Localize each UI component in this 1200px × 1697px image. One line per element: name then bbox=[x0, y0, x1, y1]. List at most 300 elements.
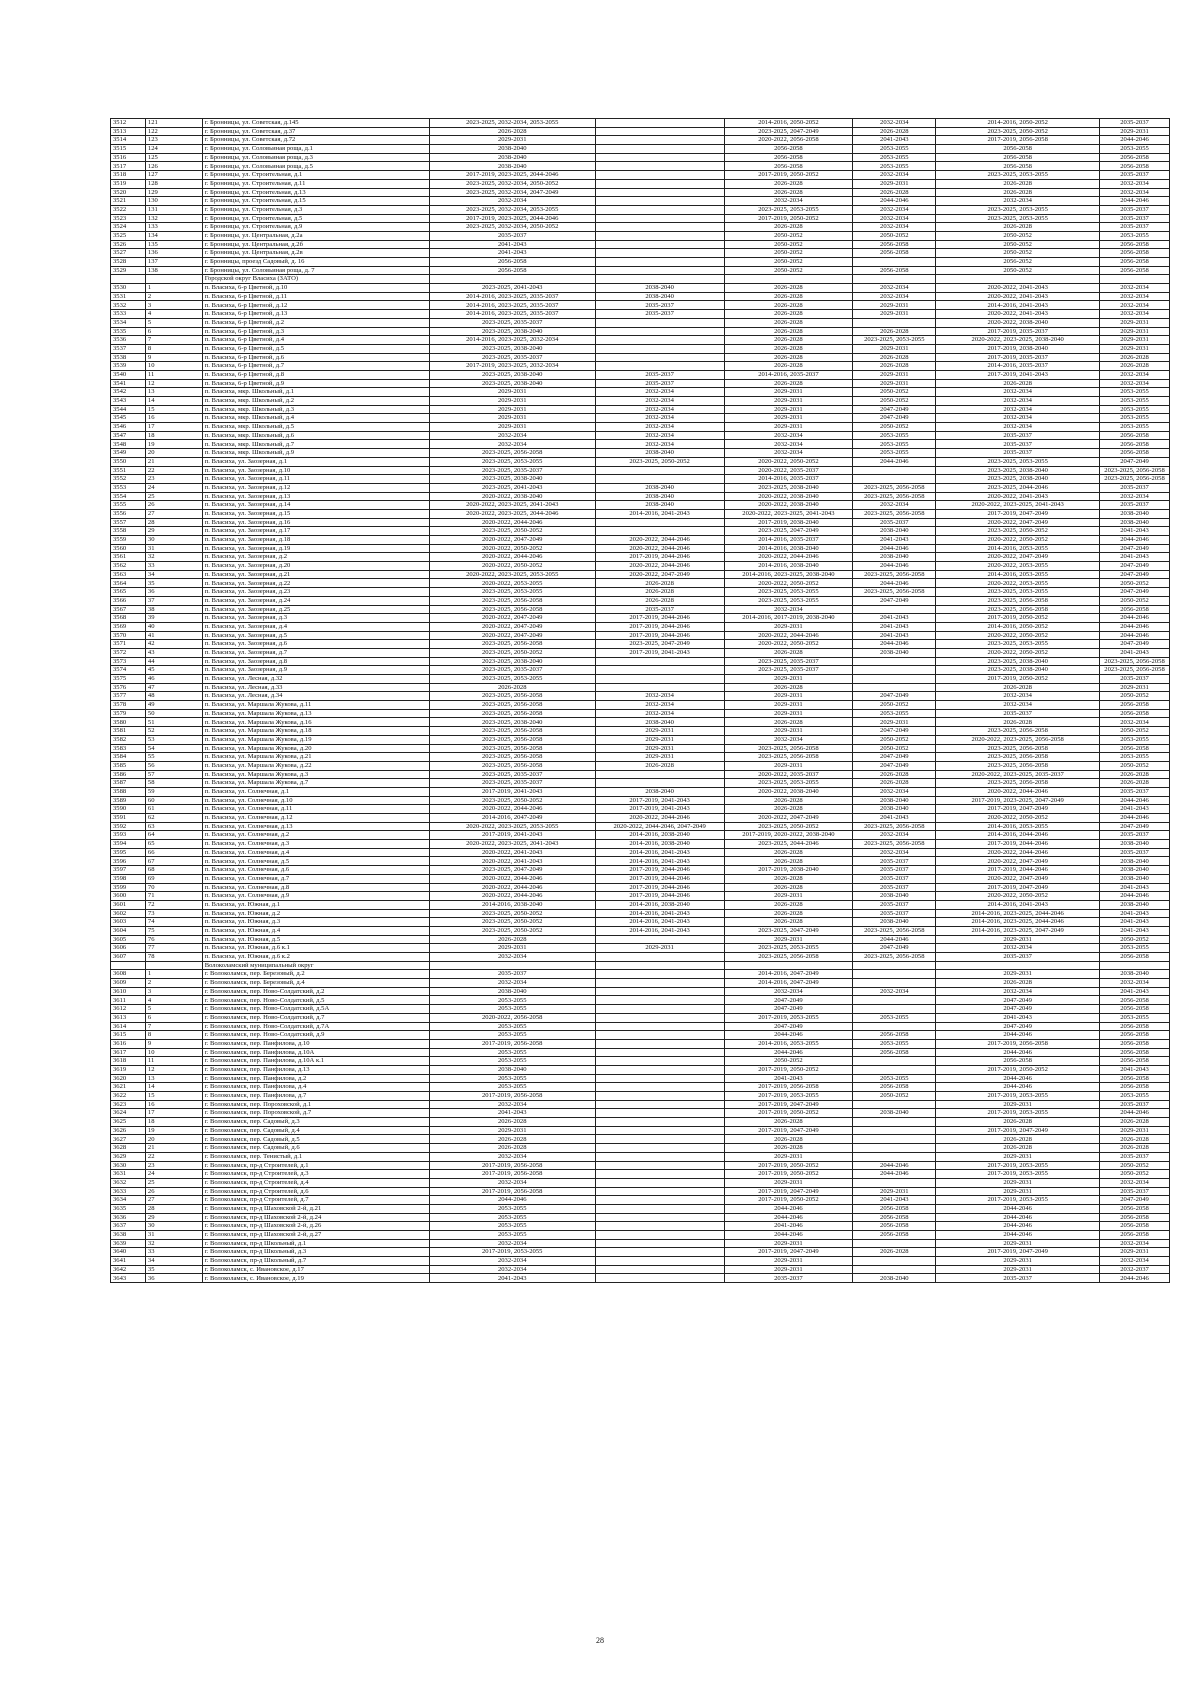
period-a-cell: 2023-2025, 2056-2058 bbox=[429, 596, 595, 605]
period-a-cell: 2053-2055 bbox=[429, 1231, 595, 1240]
period-f-cell: 2032-2034 bbox=[1100, 284, 1170, 293]
table-row bbox=[111, 171, 1170, 180]
period-f-cell: 2035-2037 bbox=[1100, 483, 1170, 492]
period-e-cell: 2023-2025, 2044-2046 bbox=[936, 483, 1100, 492]
period-f-cell: 2041-2043 bbox=[1100, 987, 1170, 996]
period-b-cell bbox=[595, 1013, 724, 1022]
period-f-cell: 2032-2034 bbox=[1100, 188, 1170, 197]
period-b-cell: 2020-2022, 2044-2046 bbox=[595, 562, 724, 571]
period-a-cell: 2014-2016, 2023-2025, 2035-2037 bbox=[429, 301, 595, 310]
period-b-cell bbox=[595, 1057, 724, 1066]
address-cell: г. Волоколамск, пер. Ново-Солдатский, д.5А bbox=[202, 1005, 429, 1014]
table-row bbox=[111, 1074, 1170, 1083]
row-number-cell: 3544 bbox=[111, 405, 146, 414]
address-cell: п. Власиха, ул. Маршала Жукова, д.13 bbox=[202, 709, 429, 718]
local-number-cell: 53 bbox=[145, 735, 202, 744]
period-e-cell: 2017-2019, 2047-2049 bbox=[936, 883, 1100, 892]
row-number-cell: 3602 bbox=[111, 909, 146, 918]
period-d-cell: 2029-2031 bbox=[853, 310, 936, 319]
period-c-cell: 2047-2049 bbox=[724, 996, 853, 1005]
row-number-cell: 3558 bbox=[111, 527, 146, 536]
period-b-cell: 2026-2028 bbox=[595, 596, 724, 605]
local-number-cell: 34 bbox=[145, 1257, 202, 1266]
period-d-cell: 2044-2046 bbox=[853, 640, 936, 649]
period-d-cell: 2035-2037 bbox=[853, 857, 936, 866]
row-number-cell: 3525 bbox=[111, 231, 146, 240]
table-row bbox=[111, 492, 1170, 501]
period-e-cell: 2032-2034 bbox=[936, 197, 1100, 206]
table-row bbox=[111, 223, 1170, 232]
period-d-cell: 2023-2025, 2056-2058 bbox=[853, 509, 936, 518]
period-d-cell: 2047-2049 bbox=[853, 761, 936, 770]
period-f-cell: 2050-2052 bbox=[1100, 761, 1170, 770]
address-cell: г. Волоколамск, пр-д Школьный, д.1 bbox=[202, 1239, 429, 1248]
local-number-cell: 67 bbox=[145, 857, 202, 866]
period-f-cell: 2035-2037 bbox=[1100, 675, 1170, 684]
period-a-cell: 2023-2025, 2056-2058 bbox=[429, 744, 595, 753]
address-cell: п. Власиха, ул. Солнечная, д.10 bbox=[202, 796, 429, 805]
address-cell: п. Власиха, ул. Южная, д.3 bbox=[202, 918, 429, 927]
period-c-cell: 2020-2022, 2038-2040 bbox=[724, 501, 853, 510]
row-number-cell: 3571 bbox=[111, 640, 146, 649]
local-number-cell: 49 bbox=[145, 701, 202, 710]
period-a-cell: 2029-2031 bbox=[429, 405, 595, 414]
row-number-cell: 3557 bbox=[111, 518, 146, 527]
period-d-cell: 2026-2028 bbox=[853, 362, 936, 371]
address-cell: п. Власиха, ул. Лесная, д.32 bbox=[202, 675, 429, 684]
row-number-cell: 3515 bbox=[111, 145, 146, 154]
table-row bbox=[111, 1248, 1170, 1257]
period-c-cell: 2032-2034 bbox=[724, 440, 853, 449]
row-number-cell: 3545 bbox=[111, 414, 146, 423]
period-a-cell: 2053-2055 bbox=[429, 1083, 595, 1092]
local-number-cell: 39 bbox=[145, 614, 202, 623]
period-c-cell: 2044-2046 bbox=[724, 1204, 853, 1213]
local-number-cell: 74 bbox=[145, 918, 202, 927]
local-number-cell: 135 bbox=[145, 240, 202, 249]
address-cell: г. Волоколамск, пер. Садовый, д.5 bbox=[202, 1135, 429, 1144]
row-number-cell: 3592 bbox=[111, 822, 146, 831]
period-e-cell: 2017-2019, 2047-2049 bbox=[936, 1126, 1100, 1135]
period-c-cell: 2023-2025, 2038-2040 bbox=[724, 483, 853, 492]
period-c-cell: 2026-2028 bbox=[724, 223, 853, 232]
period-a-cell: 2023-2025, 2047-2049 bbox=[429, 866, 595, 875]
period-d-cell: 2047-2049 bbox=[853, 596, 936, 605]
table-row bbox=[111, 1152, 1170, 1161]
period-c-cell: 2014-2016, 2023-2025, 2038-2040 bbox=[724, 570, 853, 579]
period-d-cell: 2041-2043 bbox=[853, 814, 936, 823]
local-number-cell: 19 bbox=[145, 1126, 202, 1135]
period-a-cell: 2032-2034 bbox=[429, 440, 595, 449]
table-row bbox=[111, 883, 1170, 892]
period-a-cell: 2029-2031 bbox=[429, 388, 595, 397]
period-b-cell bbox=[595, 1092, 724, 1101]
local-number-cell: 122 bbox=[145, 127, 202, 136]
period-b-cell: 2032-2034 bbox=[595, 692, 724, 701]
address-cell: п. Власиха, ул. Южная, д.2 bbox=[202, 909, 429, 918]
period-c-cell: 2026-2028 bbox=[724, 909, 853, 918]
row-number-cell: 3597 bbox=[111, 866, 146, 875]
address-cell: г. Бронницы, ул. Строительная, д.15 bbox=[202, 197, 429, 206]
local-number-cell: 59 bbox=[145, 787, 202, 796]
period-f-cell: 2032-2034 bbox=[1100, 179, 1170, 188]
row-number-cell: 3593 bbox=[111, 831, 146, 840]
period-c-cell: 2014-2016, 2050-2052 bbox=[724, 119, 853, 128]
period-b-cell bbox=[595, 1031, 724, 1040]
period-d-cell: 2032-2034 bbox=[853, 214, 936, 223]
period-b-cell bbox=[595, 996, 724, 1005]
address-cell: п. Власиха, мкр. Школьный, д.3 bbox=[202, 405, 429, 414]
table-row bbox=[111, 779, 1170, 788]
period-b-cell bbox=[595, 1239, 724, 1248]
period-e-cell: 2026-2028 bbox=[936, 979, 1100, 988]
address-cell: п. Власиха, ул. Маршала Жукова, д.21 bbox=[202, 753, 429, 762]
table-row bbox=[111, 310, 1170, 319]
period-d-cell bbox=[853, 1022, 936, 1031]
period-d-cell bbox=[853, 1065, 936, 1074]
period-e-cell: 2017-2019, 2053-2055 bbox=[936, 1196, 1100, 1205]
table-row bbox=[111, 900, 1170, 909]
period-a-cell: 2023-2025, 2032-2034, 2053-2055 bbox=[429, 205, 595, 214]
period-a-cell: 2023-2025, 2056-2058 bbox=[429, 701, 595, 710]
period-d-cell: 2044-2046 bbox=[853, 197, 936, 206]
period-b-cell bbox=[595, 675, 724, 684]
table-row bbox=[111, 327, 1170, 336]
period-a-cell: 2017-2019, 2056-2058 bbox=[429, 1039, 595, 1048]
address-cell: п. Власиха, ул. Маршала Жукова, д.22 bbox=[202, 761, 429, 770]
row-number-cell: 3638 bbox=[111, 1231, 146, 1240]
period-c-cell: 2020-2022, 2035-2037 bbox=[724, 466, 853, 475]
local-number-cell: 43 bbox=[145, 648, 202, 657]
period-c-cell: 2026-2028 bbox=[724, 353, 853, 362]
row-number-cell: 3625 bbox=[111, 1118, 146, 1127]
local-number-cell: 22 bbox=[145, 1152, 202, 1161]
period-f-cell: 2029-2031 bbox=[1100, 1126, 1170, 1135]
period-a-cell: 2053-2055 bbox=[429, 1031, 595, 1040]
local-number-cell: 21 bbox=[145, 457, 202, 466]
row-number-cell: 3551 bbox=[111, 466, 146, 475]
period-a-cell: 2023-2025, 2056-2058 bbox=[429, 692, 595, 701]
period-d-cell: 2050-2052 bbox=[853, 388, 936, 397]
row-number-cell: 3565 bbox=[111, 588, 146, 597]
local-number-cell: 41 bbox=[145, 631, 202, 640]
local-number-cell: 19 bbox=[145, 440, 202, 449]
period-c-cell: 2026-2028 bbox=[724, 310, 853, 319]
period-b-cell: 2038-2040 bbox=[595, 292, 724, 301]
local-number-cell: 35 bbox=[145, 1265, 202, 1274]
address-cell: п. Власиха, ул. Заозерная, д.7 bbox=[202, 648, 429, 657]
period-c-cell: 2032-2034 bbox=[724, 197, 853, 206]
address-cell: п. Власиха, ул. Лесная, д.34 bbox=[202, 692, 429, 701]
period-b-cell bbox=[595, 1187, 724, 1196]
local-number-cell: 10 bbox=[145, 1048, 202, 1057]
period-a-cell: 2023-2025, 2041-2043 bbox=[429, 284, 595, 293]
address-cell: п. Власиха, ул. Лесная, д.33 bbox=[202, 683, 429, 692]
period-a-cell: 2020-2022, 2050-2052 bbox=[429, 544, 595, 553]
table-row bbox=[111, 675, 1170, 684]
period-a-cell: 2023-2025, 2038-2040 bbox=[429, 475, 595, 484]
table-row bbox=[111, 1257, 1170, 1266]
period-e-cell: 2014-2016, 2053-2055 bbox=[936, 822, 1100, 831]
period-e-cell: 2020-2022, 2050-2052 bbox=[936, 814, 1100, 823]
local-number-cell bbox=[145, 961, 202, 970]
address-cell: п. Власиха, 6-р Цветной, д.5 bbox=[202, 344, 429, 353]
period-f-cell: 2038-2040 bbox=[1100, 857, 1170, 866]
period-f-cell: 2056-2058 bbox=[1100, 744, 1170, 753]
row-number-cell: 3588 bbox=[111, 787, 146, 796]
address-cell: п. Власиха, ул. Маршала Жукова, д.18 bbox=[202, 727, 429, 736]
period-b-cell bbox=[595, 1135, 724, 1144]
period-e-cell: 2026-2028 bbox=[936, 223, 1100, 232]
table-row bbox=[111, 1118, 1170, 1127]
table-row bbox=[111, 1100, 1170, 1109]
period-d-cell: 2032-2034 bbox=[853, 171, 936, 180]
period-d-cell: 2026-2028 bbox=[853, 353, 936, 362]
address-cell: г. Бронницы, ул. Строительная, д.9 bbox=[202, 223, 429, 232]
row-number-cell: 3567 bbox=[111, 605, 146, 614]
row-number-cell: 3535 bbox=[111, 327, 146, 336]
period-b-cell bbox=[595, 770, 724, 779]
period-c-cell: 2014-2016, 2038-2040 bbox=[724, 562, 853, 571]
row-number-cell: 3563 bbox=[111, 570, 146, 579]
period-e-cell: 2017-2019, 2056-2058 bbox=[936, 1039, 1100, 1048]
period-b-cell bbox=[595, 527, 724, 536]
period-e-cell: 2023-2025, 2053-2055 bbox=[936, 205, 1100, 214]
period-f-cell: 2035-2037 bbox=[1100, 848, 1170, 857]
period-f-cell: 2032-2034 bbox=[1100, 1178, 1170, 1187]
table-row bbox=[111, 440, 1170, 449]
row-number-cell: 3616 bbox=[111, 1039, 146, 1048]
row-number-cell: 3583 bbox=[111, 744, 146, 753]
period-f-cell: 2056-2058 bbox=[1100, 1213, 1170, 1222]
period-f-cell: 2056-2058 bbox=[1100, 162, 1170, 171]
period-d-cell: 2026-2028 bbox=[853, 127, 936, 136]
period-b-cell: 2032-2034 bbox=[595, 431, 724, 440]
period-b-cell bbox=[595, 258, 724, 267]
period-e-cell: 2017-2019, 2035-2037 bbox=[936, 353, 1100, 362]
row-number-cell: 3573 bbox=[111, 657, 146, 666]
period-a-cell: 2020-2022, 2047-2049 bbox=[429, 622, 595, 631]
address-cell: п. Власиха, мкр. Школьный, д.7 bbox=[202, 440, 429, 449]
row-number-cell: 3518 bbox=[111, 171, 146, 180]
address-cell: п. Власиха, ул. Южная, д.5 bbox=[202, 935, 429, 944]
table-row bbox=[111, 562, 1170, 571]
local-number-cell: 78 bbox=[145, 953, 202, 962]
period-b-cell bbox=[595, 1274, 724, 1283]
period-e-cell: 2032-2034 bbox=[936, 944, 1100, 953]
period-f-cell: 2035-2037 bbox=[1100, 1152, 1170, 1161]
period-b-cell bbox=[595, 171, 724, 180]
period-f-cell: 2029-2031 bbox=[1100, 318, 1170, 327]
period-c-cell: 2056-2058 bbox=[724, 145, 853, 154]
table-row bbox=[111, 840, 1170, 849]
period-c-cell: 2026-2028 bbox=[724, 344, 853, 353]
period-b-cell bbox=[595, 344, 724, 353]
period-b-cell: 2038-2040 bbox=[595, 787, 724, 796]
period-f-cell: 2047-2049 bbox=[1100, 544, 1170, 553]
period-d-cell bbox=[853, 666, 936, 675]
row-number-cell: 3556 bbox=[111, 509, 146, 518]
period-e-cell: 2023-2025, 2038-2040 bbox=[936, 666, 1100, 675]
period-d-cell: 2032-2034 bbox=[853, 987, 936, 996]
address-cell: г. Волоколамск, пер. Панфилова, д.4 bbox=[202, 1083, 429, 1092]
period-e-cell: 2020-2022, 2041-2043 bbox=[936, 492, 1100, 501]
period-c-cell: 2014-2016, 2035-2037 bbox=[724, 475, 853, 484]
row-number-cell: 3643 bbox=[111, 1274, 146, 1283]
period-a-cell: 2023-2025, 2056-2058 bbox=[429, 605, 595, 614]
row-number-cell: 3584 bbox=[111, 753, 146, 762]
period-b-cell bbox=[595, 362, 724, 371]
table-row bbox=[111, 205, 1170, 214]
period-f-cell: 2035-2037 bbox=[1100, 171, 1170, 180]
row-number-cell: 3561 bbox=[111, 553, 146, 562]
period-c-cell: 2023-2025, 2056-2058 bbox=[724, 744, 853, 753]
address-cell: п. Власиха, 6-р Цветной, д.8 bbox=[202, 370, 429, 379]
address-cell: п. Власиха, ул. Солнечная, д.5 bbox=[202, 857, 429, 866]
period-f-cell: 2056-2058 bbox=[1100, 1204, 1170, 1213]
period-e-cell: 2023-2025, 2038-2040 bbox=[936, 657, 1100, 666]
period-e-cell: 2032-2034 bbox=[936, 388, 1100, 397]
period-e-cell: 2035-2037 bbox=[936, 1274, 1100, 1283]
period-c-cell: 2032-2034 bbox=[724, 605, 853, 614]
period-b-cell bbox=[595, 666, 724, 675]
table-row bbox=[111, 1013, 1170, 1022]
period-b-cell bbox=[595, 1022, 724, 1031]
table-row bbox=[111, 970, 1170, 979]
period-f-cell: 2038-2040 bbox=[1100, 874, 1170, 883]
row-number-cell: 3553 bbox=[111, 483, 146, 492]
period-f-cell: 2044-2046 bbox=[1100, 631, 1170, 640]
row-number-cell: 3596 bbox=[111, 857, 146, 866]
row-number-cell: 3574 bbox=[111, 666, 146, 675]
period-d-cell: 2041-2043 bbox=[853, 631, 936, 640]
period-e-cell: 2017-2019, 2041-2043 bbox=[936, 370, 1100, 379]
local-number-cell: 7 bbox=[145, 336, 202, 345]
period-c-cell: 2056-2058 bbox=[724, 162, 853, 171]
period-b-cell bbox=[595, 1178, 724, 1187]
table-row bbox=[111, 1022, 1170, 1031]
period-c-cell: 2026-2028 bbox=[724, 874, 853, 883]
period-e-cell: 2044-2046 bbox=[936, 1231, 1100, 1240]
repair-schedule-table bbox=[110, 118, 1170, 1283]
period-a-cell: 2023-2025, 2038-2040 bbox=[429, 379, 595, 388]
period-b-cell: 2032-2034 bbox=[595, 423, 724, 432]
period-c-cell: 2014-2016, 2017-2019, 2038-2040 bbox=[724, 614, 853, 623]
row-number-cell: 3531 bbox=[111, 292, 146, 301]
period-c-cell: 2029-2031 bbox=[724, 405, 853, 414]
period-e-cell: 2029-2031 bbox=[936, 1187, 1100, 1196]
address-cell: г. Волоколамск, пер. Пороховской, д.7 bbox=[202, 1109, 429, 1118]
period-c-cell: 2023-2025, 2053-2055 bbox=[724, 205, 853, 214]
period-f-cell bbox=[1100, 275, 1170, 284]
section-row bbox=[111, 961, 1170, 970]
period-c-cell: 2017-2019, 2047-2049 bbox=[724, 1248, 853, 1257]
period-e-cell: 2017-2019, 2047-2049 bbox=[936, 805, 1100, 814]
row-number-cell bbox=[111, 275, 146, 284]
row-number-cell: 3619 bbox=[111, 1065, 146, 1074]
address-cell: г. Бронницы, ул. Советская, д.37 bbox=[202, 127, 429, 136]
address-cell: п. Власиха, ул. Заозерная, д.12 bbox=[202, 483, 429, 492]
local-number-cell: 65 bbox=[145, 840, 202, 849]
table-row bbox=[111, 1196, 1170, 1205]
period-d-cell: 2026-2028 bbox=[853, 1248, 936, 1257]
period-c-cell: 2026-2028 bbox=[724, 805, 853, 814]
period-d-cell: 2056-2058 bbox=[853, 1204, 936, 1213]
period-f-cell: 2050-2052 bbox=[1100, 579, 1170, 588]
period-e-cell: 2017-2019, 2044-2046 bbox=[936, 840, 1100, 849]
period-a-cell: 2023-2025, 2038-2040 bbox=[429, 718, 595, 727]
address-cell: п. Власиха, ул. Солнечная, д.4 bbox=[202, 848, 429, 857]
period-a-cell: 2020-2022, 2044-2046 bbox=[429, 883, 595, 892]
address-cell: г. Бронницы, проезд Садовый, д. 16 bbox=[202, 258, 429, 267]
address-cell: г. Волоколамск, пр-д Шаховской 2-й, д.24 bbox=[202, 1213, 429, 1222]
period-f-cell: 2056-2058 bbox=[1100, 1022, 1170, 1031]
period-f-cell: 2056-2058 bbox=[1100, 1039, 1170, 1048]
period-f-cell: 2029-2031 bbox=[1100, 683, 1170, 692]
table-row bbox=[111, 987, 1170, 996]
period-d-cell: 2032-2034 bbox=[853, 223, 936, 232]
table-row bbox=[111, 579, 1170, 588]
period-d-cell: 2023-2025, 2056-2058 bbox=[853, 588, 936, 597]
period-a-cell: 2056-2058 bbox=[429, 258, 595, 267]
period-d-cell: 2053-2055 bbox=[853, 162, 936, 171]
period-e-cell: 2014-2016, 2023-2025, 2044-2046 bbox=[936, 918, 1100, 927]
period-d-cell: 2044-2046 bbox=[853, 1161, 936, 1170]
period-d-cell bbox=[853, 1135, 936, 1144]
period-b-cell bbox=[595, 223, 724, 232]
row-number-cell: 3640 bbox=[111, 1248, 146, 1257]
period-b-cell bbox=[595, 1083, 724, 1092]
period-a-cell: 2023-2025, 2035-2037 bbox=[429, 353, 595, 362]
row-number-cell: 3543 bbox=[111, 397, 146, 406]
table-row bbox=[111, 1144, 1170, 1153]
period-c-cell: 2035-2037 bbox=[724, 1274, 853, 1283]
period-a-cell: 2023-2025, 2056-2058 bbox=[429, 735, 595, 744]
address-cell: г. Бронницы, ул. Советская, д.145 bbox=[202, 119, 429, 128]
period-d-cell bbox=[853, 258, 936, 267]
period-e-cell: 2029-2031 bbox=[936, 1239, 1100, 1248]
period-b-cell: 2017-2019, 2041-2043 bbox=[595, 648, 724, 657]
period-d-cell bbox=[853, 1126, 936, 1135]
period-b-cell: 2017-2019, 2041-2043 bbox=[595, 796, 724, 805]
row-number-cell: 3579 bbox=[111, 709, 146, 718]
local-number-cell: 3 bbox=[145, 987, 202, 996]
row-number-cell: 3617 bbox=[111, 1048, 146, 1057]
local-number-cell: 32 bbox=[145, 1239, 202, 1248]
period-f-cell: 2035-2037 bbox=[1100, 501, 1170, 510]
table-row bbox=[111, 431, 1170, 440]
period-d-cell: 2029-2031 bbox=[853, 370, 936, 379]
period-c-cell: 2029-2031 bbox=[724, 414, 853, 423]
local-number-cell: 40 bbox=[145, 622, 202, 631]
period-c-cell: 2032-2034 bbox=[724, 431, 853, 440]
period-f-cell: 2044-2046 bbox=[1100, 197, 1170, 206]
local-number-cell: 123 bbox=[145, 136, 202, 145]
period-e-cell: 2020-2022, 2041-2043 bbox=[936, 284, 1100, 293]
address-cell: г. Бронницы, ул. Строительная, д.5 bbox=[202, 214, 429, 223]
period-c-cell: 2029-2031 bbox=[724, 397, 853, 406]
table-row bbox=[111, 805, 1170, 814]
table-row bbox=[111, 744, 1170, 753]
address-cell: г. Волоколамск, пер. Панфилова, д.7 bbox=[202, 1092, 429, 1101]
period-b-cell: 2032-2034 bbox=[595, 414, 724, 423]
period-b-cell bbox=[595, 935, 724, 944]
period-e-cell: 2023-2025, 2056-2058 bbox=[936, 605, 1100, 614]
period-f-cell: 2035-2037 bbox=[1100, 205, 1170, 214]
period-b-cell bbox=[595, 518, 724, 527]
period-c-cell: 2026-2028 bbox=[724, 379, 853, 388]
period-a-cell: 2023-2025, 2035-2037 bbox=[429, 779, 595, 788]
